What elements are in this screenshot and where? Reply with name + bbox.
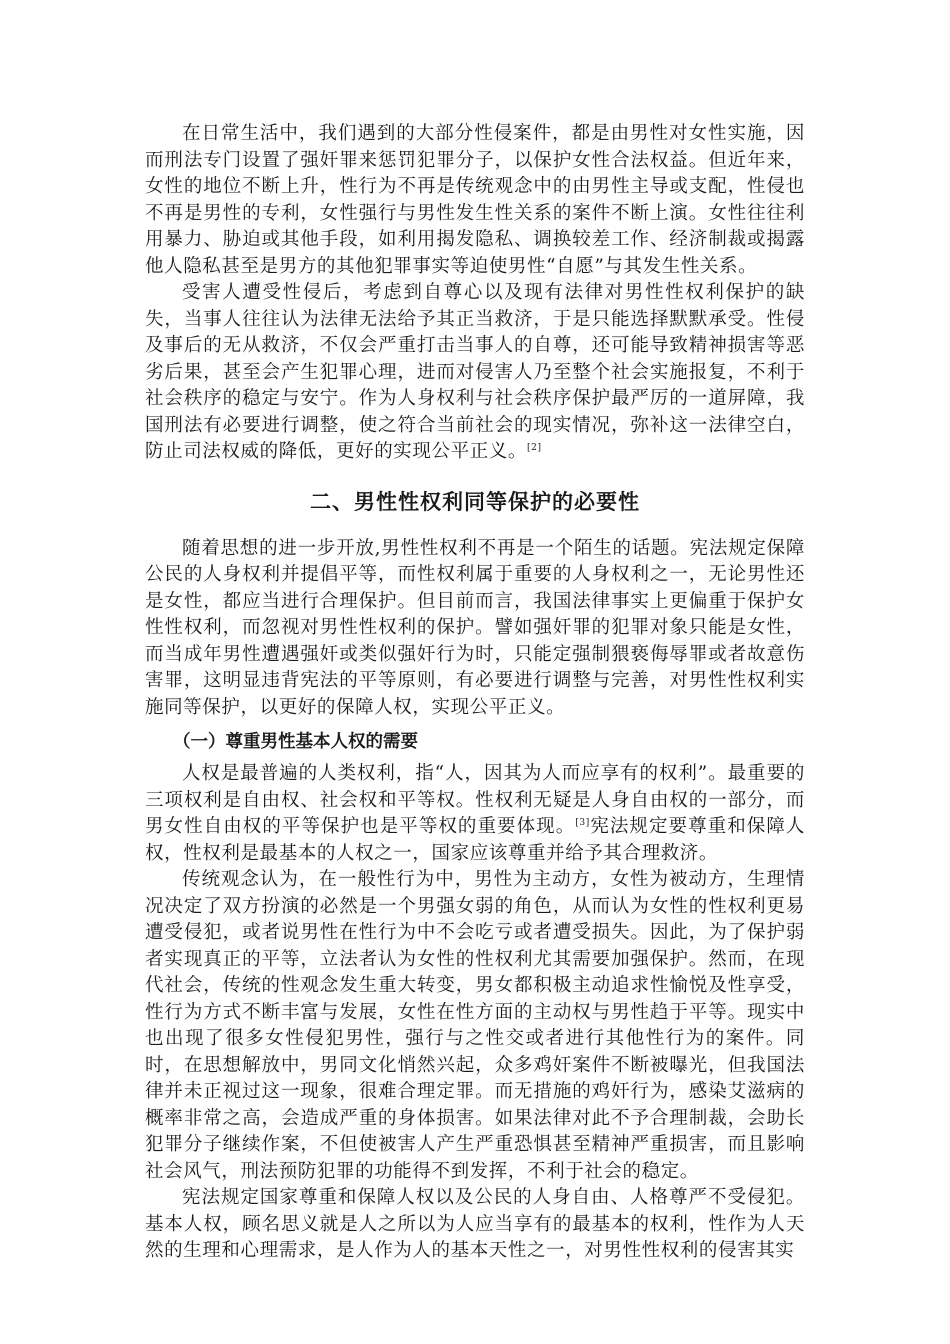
body-paragraph: [145, 1185, 805, 1265]
citation-mark: [3]: [575, 817, 590, 828]
paragraph-text: 受害人遭受性侵后，考虑到自尊心以及现有法律对男性性权利保护的缺失，当事人往往认为法律无法给予其正当救济，于是只能选择默默承受。性侵及事后的无从救济，不仅会严重打击当事人的自尊，还可能导致精神损害等恶劣后果，甚至会产生犯罪心理，进而对侵害人乃至整个社会实施报复，不利于社会秩序的稳定与安宁。作为人身权利与社会秩序保护最严厉的一道屏障，我国刑法有必要进行调整，使之符合当前社会的现实情况，弥补这一法律空白，防止司法权威的降低，更好的实现公平正义。: [145, 282, 805, 462]
paragraph-text: 宪法规定要尊重和保障人权，性权利是最基本的人权之一，国家应该尊重并给予其合理救济。: [145, 816, 806, 864]
body-paragraph: [145, 280, 805, 466]
body-paragraph: [145, 761, 805, 867]
document-page: [145, 121, 805, 1265]
paragraph-text: 随着思想的进一步开放,男性性权利不再是一个陌生的话题。宪法规定保障公民的人身权利并提倡平等，而性权利属于重要的人身权利之一，无论男性还是女性，都应当进行合理保护。但目前而言，我国法律事实上更偏重于保护女性性权利，而忽视对男性性权利的保护。譬如强奸罪的犯罪对象只能是女性，而当成年男性遭遇强奸或类似强奸行为时，只能定强制猥亵侮辱罪或者故意伤害罪，这明显违背宪法的平等原则，有必要进行调整与完善，对男性性权利实施同等保护，以更好的保障人权，实现公平正义。: [145, 537, 805, 718]
sub-heading: （一）尊重男性基本人权的需要: [173, 732, 418, 752]
paragraph-text: 宪法规定国家尊重和保障人权以及公民的人身自由、人格尊严不受侵犯。基本人权，顾名思义就是人之所以为人应当享有的最基本的权利，性作为人天然的生理和心理需求，是人作为人的基本天性之一，对男性性权利的侵害其实: [145, 1187, 805, 1261]
citation-mark: [2]: [527, 442, 542, 453]
body-paragraph: [145, 121, 805, 280]
section-heading: 二、男性性权利同等保护的必要性: [310, 489, 640, 514]
paragraph-text: 人权是最普遍的人类权利，指“人，因其为人而应享有的权利”。最重要的三项权利是自由权、社会权和平等权。性权利无疑是人身自由权的一部分，而男女性自由权的平等保护也是平等权的重要体现。: [145, 763, 805, 837]
body-paragraph: [145, 536, 805, 722]
body-paragraph: [145, 867, 805, 1185]
paragraph-text: 在日常生活中，我们遇到的大部分性侵案件，都是由男性对女性实施，因而刑法专门设置了强奸罪来惩罚犯罪分子，以保护女性合法权益。但近年来，女性的地位不断上升，性行为不再是传统观念中的由男性主导或支配，性侵也不再是男性的专利，女性强行与男性发生性关系的案件不断上演。女性往往利用暴力、胁迫或其他手段，如利用揭发隐私、调换较差工作、经济制裁或揭露他人隐私甚至是男方的其他犯罪事实等迫使男性“自愿”与其发生性关系。: [145, 123, 805, 277]
paragraph-text: 传统观念认为，在一般性行为中，男性为主动方，女性为被动方，生理情况决定了双方扮演的必然是一个男强女弱的角色，从而认为女性的性权利更易遭受侵犯，或者说男性在性行为中不会吃亏或者遭受损失。因此，为了保护弱者实现真正的平等，立法者认为女性的性权利尤其需要加强保护。然而，在现代社会，传统的性观念发生重大转变，男女都积极主动追求性愉悦及性享受，性行为方式不断丰富与发展，女性在性方面的主动权与男性趋于平等。现实中也出现了很多女性侵犯男性，强行与之性交或者进行其他性行为的案件。同时，在思想解放中，男同文化悄然兴起，众多鸡奸案件不断被曝光，但我国法律并未正视过这一现象，很难合理定罪。而无措施的鸡奸行为，感染艾滋病的概率非常之高，会造成严重的身体损害。如果法律对此不予合理制裁，会助长犯罪分子继续作案，不但使被害人产生严重恐惧甚至精神严重损害，而且影响社会风气，刑法预防犯罪的功能得不到发挥，不利于社会的稳定。: [145, 869, 805, 1182]
